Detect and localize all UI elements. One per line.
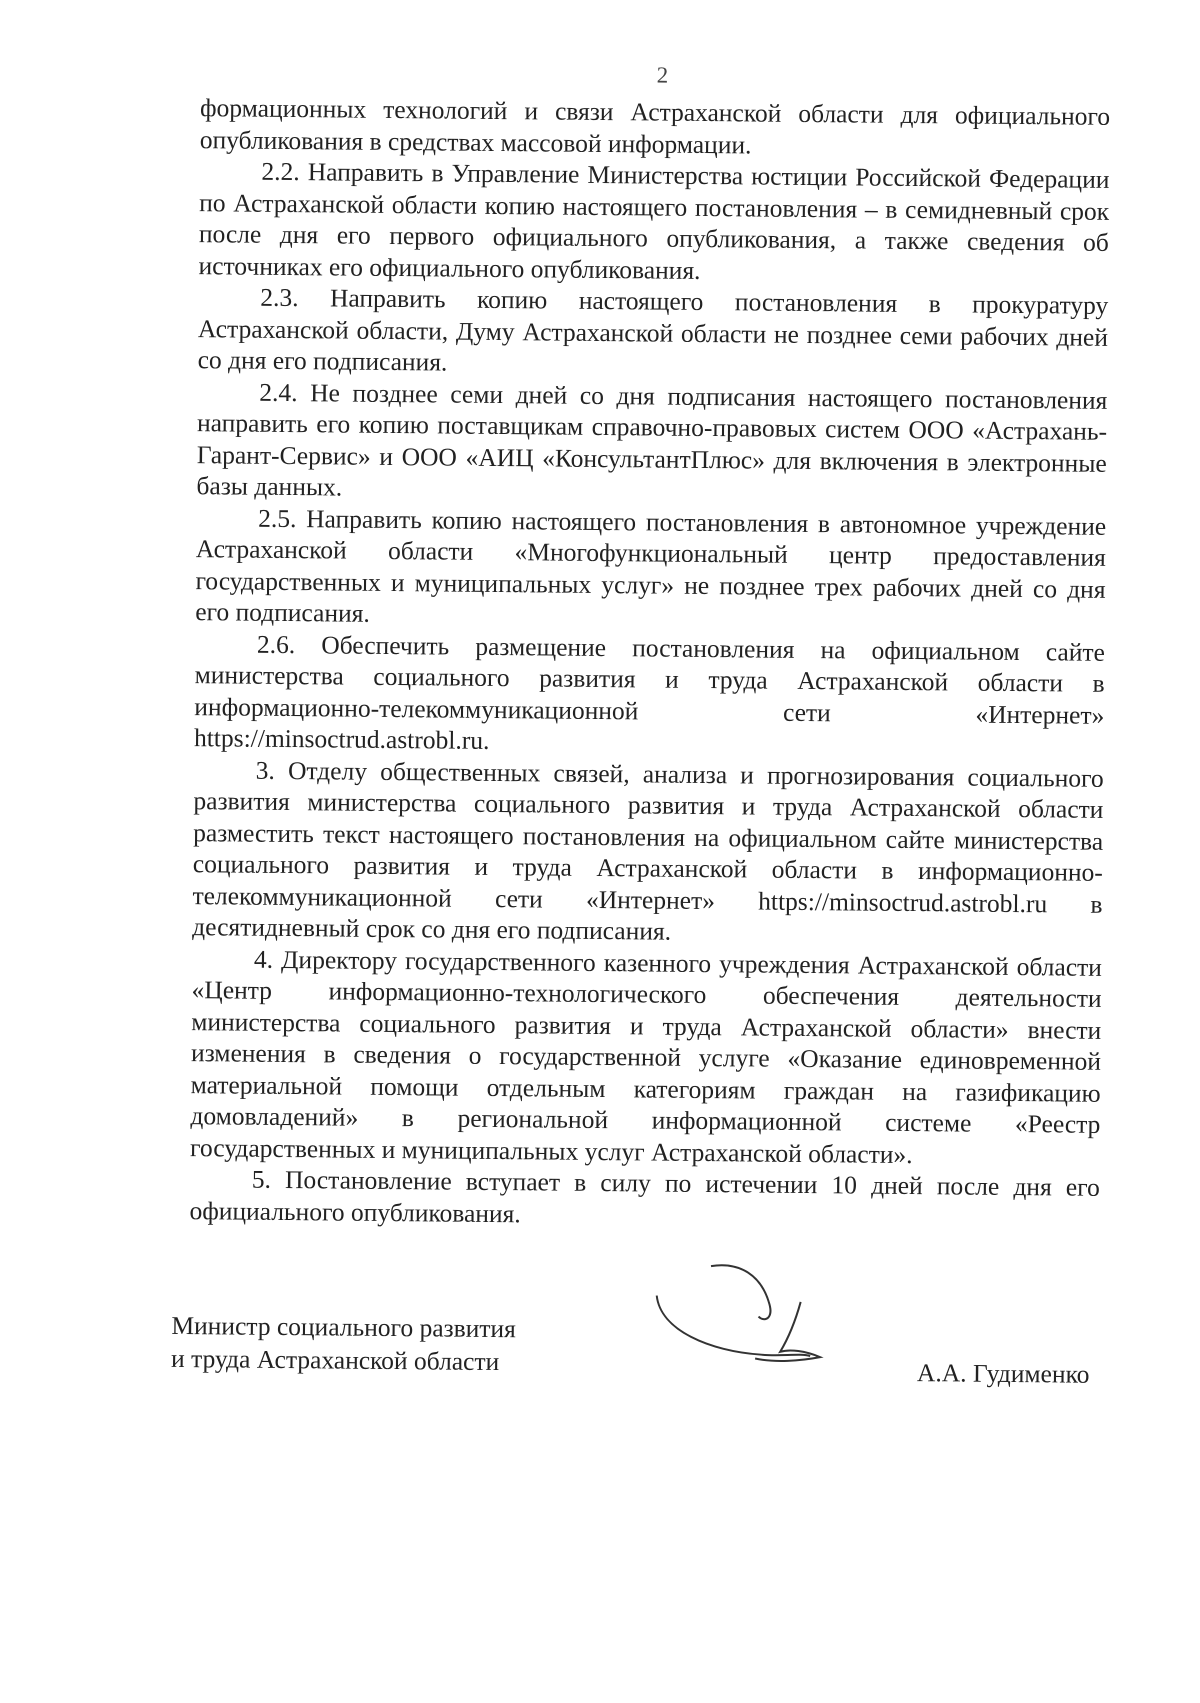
paragraph-2-6: 2.6. Обеспечить размещение постановления на официальном сайте министерства социального развития и труда Астраханской области в информационно-телекоммуникационной сети «Интернет» https://minsoctrud.astrobl.ru. [193, 629, 1106, 755]
signatory-title-line-2: и труда Астраханской области [170, 1343, 500, 1377]
handwritten-signature [650, 1256, 851, 1398]
signatory-name: А.А. Гудименко [916, 1358, 1090, 1389]
signatory-title [171, 1309, 592, 1379]
paragraph-continuation: формационных технологий и связи Астраханской области для официального опубликования в средствах массовой информации. [199, 93, 1111, 159]
paragraph-5: 5. Постановление вступает в силу по истечении 10 дней после дня его официального опубликования. [189, 1164, 1100, 1228]
paragraph-2-4: 2.4. Не позднее семи дней со дня подписания настоящего постановления направить его копию поставщикам справочно-правовых систем ООО «Астрахань-Гарант-Сервис» и ООО «АИЦ «КонсультантПлюс» для включения в электронные базы данных. [196, 377, 1108, 502]
paragraph-2-5: 2.5. Направить копию настоящего постановления в автономное учреждение Астраханской области «Многофункциональный центр предоставления государственных и муниципальных услуг» не позднее трех рабочих дней со дня его подписания. [195, 503, 1107, 628]
page-number: 2 [656, 62, 669, 88]
paragraph-3: 3. Отделу общественных связей, анализа и прогнозирования социального развития министерства социального развития и труда Астраханской области разместить текст настоящего постановления на официальном сайте министерства социального развития и труда Астраханской области в информационно-телекоммуникационной сети «Интернет» https://minsoctrud.astrobl.ru в десятидневный срок со дня его подписания. [192, 755, 1104, 946]
paragraph-4: 4. Директору государственного казенного учреждения Астраханской области «Центр информационно-технологического обеспечения деятельности министерства социального развития и труда Астраханской области» внести изменения в сведения о государственной услуге «Оказание единовременной материальной помощи отдельным категориям граждан на газификацию домовладений» в региональной информационной системе «Реестр государственных и муниципальных услуг Астраханской области». [189, 944, 1103, 1169]
paragraph-2-2: 2.2. Направить в Управление Министерства юстиции Российской Федерации по Астраханской области копию настоящего постановления – в семидневный срок после дня его первого официального опубликования, а также сведения об источниках его официального опубликования. [198, 156, 1110, 285]
signatory-title-line-1: Министр социального развития [171, 1310, 517, 1344]
document-body [189, 92, 1110, 1235]
paragraph-2-3: 2.3. Направить копию настоящего постановления в прокуратуру Астраханской области, Думу Астраханской области не позднее семи рабочих дней со дня его подписания. [197, 282, 1109, 377]
